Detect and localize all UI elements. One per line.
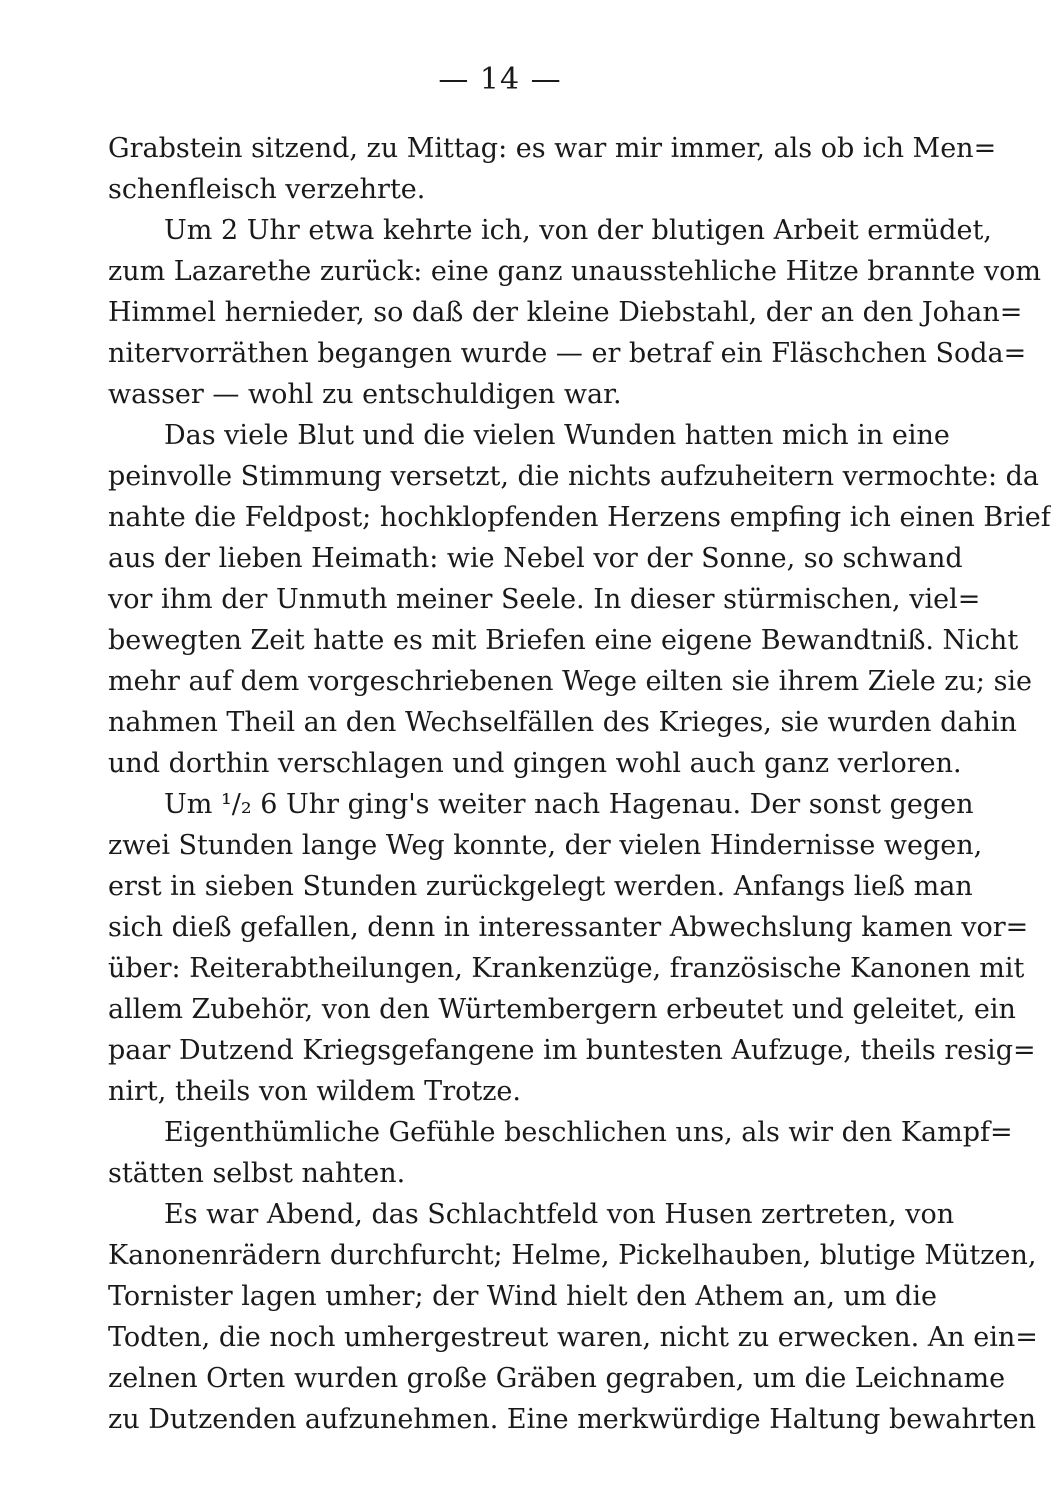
text-line: und dorthin verschlagen und gingen wohl auch ganz verloren.: [108, 748, 962, 779]
text-line: Das viele Blut und die vielen Wunden hatten mich in eine: [164, 420, 950, 451]
paragraph: [108, 415, 1051, 784]
text-line: Eigenthümliche Gefühle beschlichen uns, als wir den Kampf=: [164, 1117, 1013, 1148]
text-line: zwei Stunden lange Weg konnte, der vielen Hindernisse wegen,: [108, 830, 983, 861]
text-line: Kanonenrädern durchfurcht; Helme, Pickelhauben, blutige Mützen,: [108, 1240, 1037, 1271]
text-line: nahmen Theil an den Wechselfällen des Krieges, sie wurden dahin: [108, 707, 1017, 738]
text-line: Todten, die noch umhergestreut waren, nicht zu erwecken. An ein=: [108, 1322, 1038, 1353]
text-line: zu Dutzenden aufzunehmen. Eine merkwürdige Haltung bewahrten: [108, 1404, 1036, 1435]
paragraph: [108, 210, 1041, 415]
text-line: schenfleisch verzehrte.: [108, 174, 426, 205]
text-line: erst in sieben Stunden zurückgelegt werden. Anfangs ließ man: [108, 871, 973, 902]
text-line: Himmel hernieder, so daß der kleine Diebstahl, der an den Johan=: [108, 297, 1023, 328]
text-line: zum Lazarethe zurück: eine ganz unausstehliche Hitze brannte vom: [108, 256, 1041, 287]
text-line: Tornister lagen umher; der Wind hielt den Athem an, um die: [108, 1281, 937, 1312]
paragraph: [108, 1112, 1013, 1194]
body-text: [108, 128, 1051, 1440]
text-line: allem Zubehör, von den Würtembergern erbeutet und geleitet, ein: [108, 994, 1016, 1025]
text-line: Um ¹/₂ 6 Uhr ging's weiter nach Hagenau. Der sonst gegen: [164, 789, 974, 820]
text-line: Grabstein sitzend, zu Mittag: es war mir immer, als ob ich Men=: [108, 133, 997, 164]
text-line: Um 2 Uhr etwa kehrte ich, von der blutigen Arbeit ermüdet,: [164, 215, 992, 246]
text-line: Es war Abend, das Schlachtfeld von Husen zertreten, von: [164, 1199, 955, 1230]
text-line: mehr auf dem vorgeschriebenen Wege eilten sie ihrem Ziele zu; sie: [108, 666, 1033, 697]
text-line: nirt, theils von wildem Trotze.: [108, 1076, 521, 1107]
text-line: wasser — wohl zu entschuldigen war.: [108, 379, 622, 410]
text-line: sich dieß gefallen, denn in interessanter Abwechslung kamen vor=: [108, 912, 1029, 943]
paragraph: [108, 784, 1036, 1112]
page-number: — 14 —: [438, 62, 562, 97]
text-line: paar Dutzend Kriegsgefangene im buntesten Aufzuge, theils resig=: [108, 1035, 1036, 1066]
text-line: aus der lieben Heimath: wie Nebel vor der Sonne, so schwand: [108, 543, 963, 574]
paragraph: [108, 128, 997, 210]
text-line: vor ihm der Unmuth meiner Seele. In dieser stürmischen, viel=: [108, 584, 981, 615]
text-line: nitervorräthen begangen wurde — er betraf ein Fläschchen Soda=: [108, 338, 1027, 369]
text-line: zelnen Orten wurden große Gräben gegraben, um die Leichname: [108, 1363, 1006, 1394]
text-line: stätten selbst nahten.: [108, 1158, 406, 1189]
text-line: nahte die Feldpost; hochklopfenden Herzens empfing ich einen Brief: [108, 502, 1051, 533]
text-line: über: Reiterabtheilungen, Krankenzüge, französische Kanonen mit: [108, 953, 1025, 984]
text-line: bewegten Zeit hatte es mit Briefen eine eigene Bewandtniß. Nicht: [108, 625, 1019, 656]
text-line: peinvolle Stimmung versetzt, die nichts aufzuheitern vermochte: da: [108, 461, 1040, 492]
paragraph: [108, 1194, 1038, 1440]
